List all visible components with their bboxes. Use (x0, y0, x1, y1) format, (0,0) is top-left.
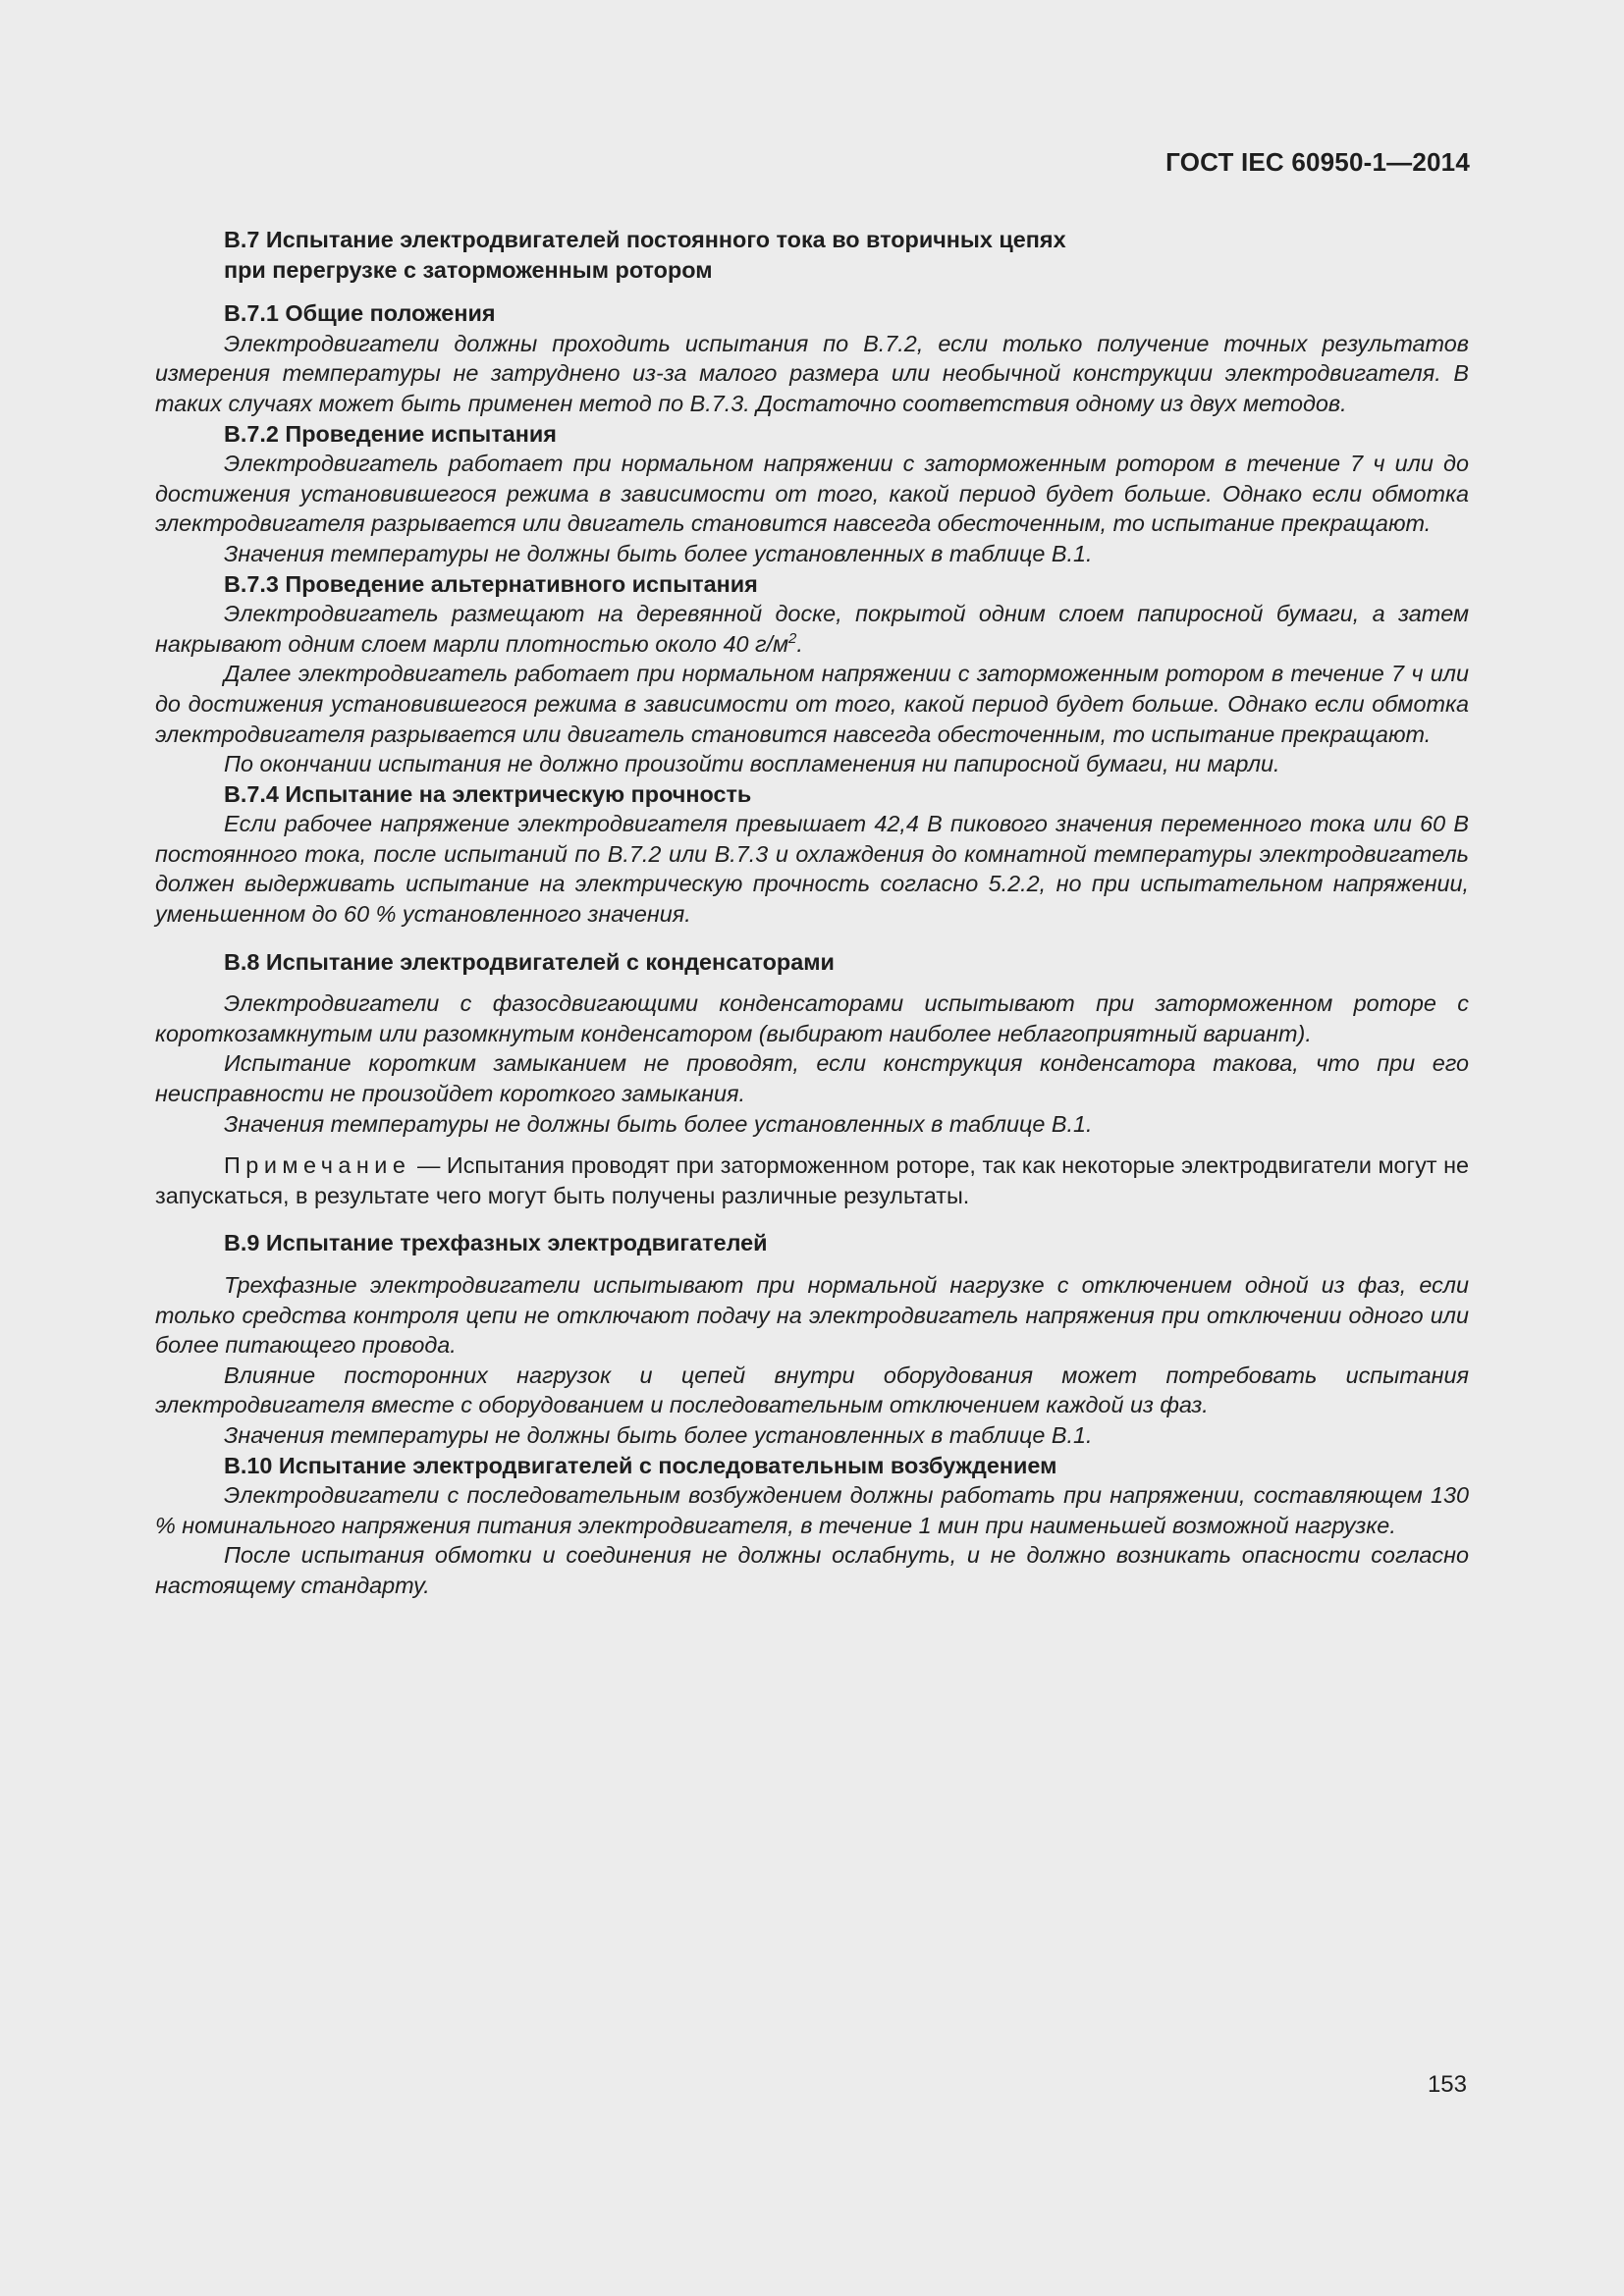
note-label: Примечание (224, 1152, 411, 1179)
paragraph: Электродвигатели должны проходить испытания по В.7.2, если только получение точных результатов измерения температуры не затруднено из-за малого размера или необычной конструкции электродвигателя. В таких случаях может быть применен метод по В.7.3. Достаточно соответствия одному из двух методов. (155, 330, 1469, 416)
paragraph: Если рабочее напряжение электродвигателя превышает 42,4 В пикового значения переменного тока или 60 В постоянного тока, после испытаний по В.7.2 или В.7.3 и охлаждения до комнатной температуры электродвигатель должен выдерживать испытание на электрическую прочность согласно 5.2.2, но при испытательном напряжении, уменьшенном до 60 % установленного значения. (155, 811, 1469, 928)
paragraph: Значения температуры не должны быть более установленных в таблице В.1. (224, 540, 1093, 566)
paragraph: После испытания обмотки и соединения не должны ослабнуть, и не должно возникать опасности согласно настоящему стандарту. (155, 1542, 1469, 1598)
section-b73-title: В.7.3 Проведение альтернативного испытания (224, 570, 758, 597)
standard-code: ГОСТ IEC 60950-1—2014 (1165, 147, 1470, 177)
paragraph: Значения температуры не должны быть более установленных в таблице В.1. (224, 1421, 1093, 1448)
section-b7-title-line2: при перегрузке с заторможенным ротором (224, 256, 713, 283)
paragraph: Электродвигатели с последовательным возбуждением должны работать при напряжении, составляющем 130 % номинального напряжения питания электродвигателя, в течение 1 мин при наименьшей возможной нагрузке. (155, 1482, 1469, 1538)
paragraph: Трехфазные электродвигатели испытывают при нормальной нагрузке с отключением одной из фаз, если только средства контроля цепи не отключают подачу на электродвигатель напряжения при отключении одного или более питающего провода. (155, 1272, 1469, 1359)
paragraph: Влияние посторонних нагрузок и цепей внутри оборудования может потребовать испытания электродвигателя вместе с оборудованием и последовательным отключением каждой из фаз. (155, 1362, 1469, 1418)
note (155, 1150, 1469, 1210)
paragraph-text: Электродвигатель размещают на деревянной доске, покрытой одним слоем папиросной бумаги, а затем накрывают одним слоем марли плотностью около 40 г/м (155, 601, 1469, 657)
superscript: 2 (788, 629, 797, 647)
section-b72-title: В.7.2 Проведение испытания (224, 420, 557, 447)
paragraph: Электродвигатели с фазосдвигающими конденсаторами испытывают при заторможенном роторе с короткозамкнутым или разомкнутым конденсатором (выбирают наиболее неблагоприятный вариант). (155, 990, 1469, 1046)
note-text: — Испытания проводят при заторможенном роторе, так как некоторые электродвигатели могут не запускаться, в результате чего могут быть получены различные результаты. (155, 1152, 1469, 1208)
page-number: 153 (1427, 2071, 1467, 2098)
section-b10-title: В.10 Испытание электродвигателей с последовательным возбуждением (224, 1452, 1057, 1478)
section-b71-title: В.7.1 Общие положения (224, 300, 496, 327)
section-b9-title: В.9 Испытание трехфазных электродвигателей (224, 1230, 768, 1256)
paragraph: Значения температуры не должны быть более установленных в таблице В.1. (224, 1110, 1093, 1137)
paragraph-end: . (796, 630, 803, 657)
paragraph (155, 599, 1469, 659)
section-b7-title: В.7 Испытание электродвигателей постоянного тока во вторичных цепях (224, 227, 1066, 252)
section-b74-title: В.7.4 Испытание на электрическую прочность (224, 780, 752, 807)
paragraph: Далее электродвигатель работает при нормальном напряжении с заторможенным ротором в течение 7 ч или до достижения установившегося режима в зависимости от того, какой период будет больше. Однако если обмотка электродвигателя разрывается или двигатель становится навсегда обесточенным, то испытание прекращают. (155, 661, 1469, 747)
document-body (155, 225, 1469, 1601)
section-b8-title: В.8 Испытание электродвигателей с конденсаторами (224, 948, 835, 975)
paragraph: Испытание коротким замыканием не проводят, если конструкция конденсатора такова, что при его неисправности не произойдет короткого замыкания. (155, 1050, 1469, 1107)
paragraph: По окончании испытания не должно произойти воспламенения ни папиросной бумаги, ни марли. (224, 751, 1280, 777)
paragraph: Электродвигатель работает при нормальном напряжении с заторможенным ротором в течение 7 ч или до достижения установившегося режима в зависимости от того, какой период будет больше. Однако если обмотка электродвигателя разрывается или двигатель становится навсегда обесточенным, то испытание прекращают. (155, 451, 1469, 537)
